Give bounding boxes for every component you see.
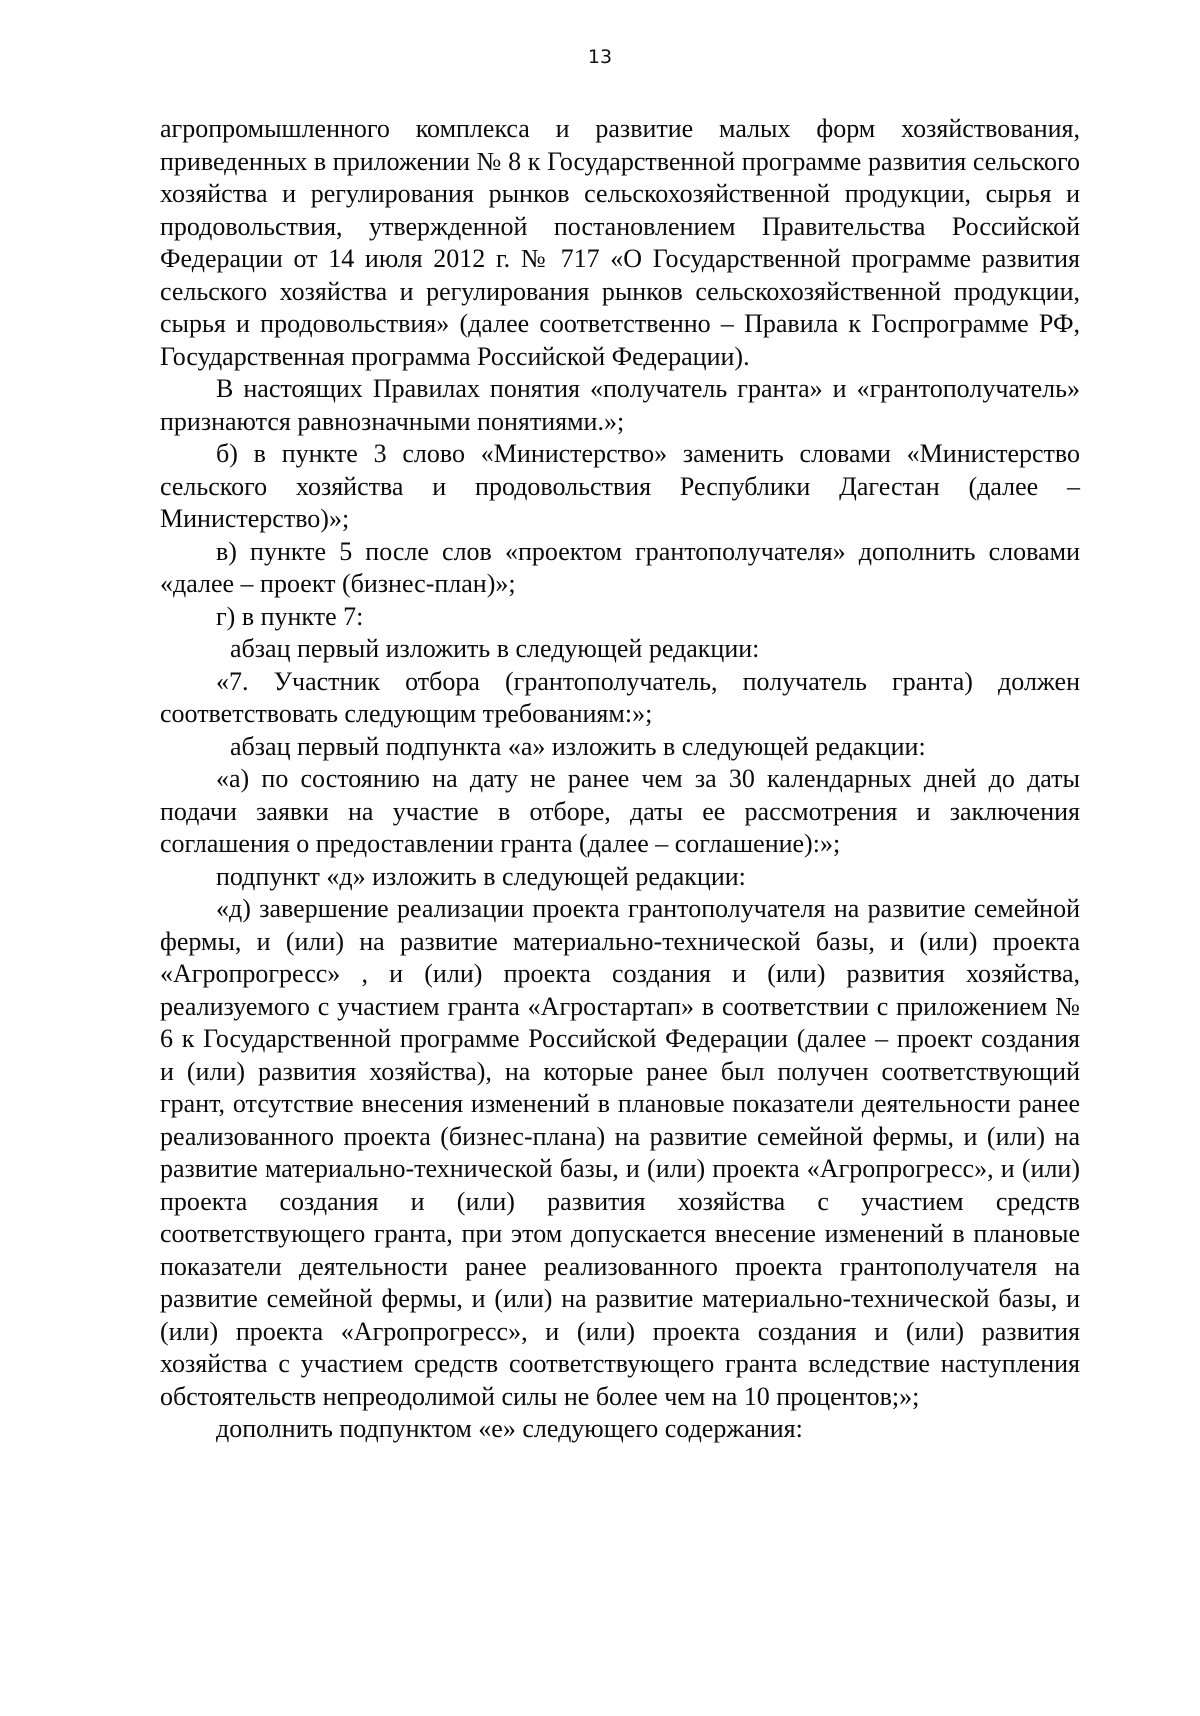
paragraph: «д) завершение реализации проекта грантополучателя на развитие семейной фермы, и (или) на развитие материально-технической базы, и (или) проекта «Агропрогресс» , и (или) проекта создания и (или) развития хозяйства, реализуемого с участием гранта «Агростартап» в соответствии с приложением № 6 к Государственной программе Российской Федерации (далее – проект создания и (или) развития хозяйства), на которые ранее был получен соответствующий грант, отсутствие внесения изменений в плановые показатели деятельности ранее реализованного проекта (бизнес-плана) на развитие семейной фермы, и (или) на развитие материально-технической базы, и (или) проекта «Агропрогресс», и (или) проекта создания и (или) развития хозяйства с участием средств соответствующего гранта, при этом допускается внесение изменений в плановые показатели деятельности ранее реализованного проекта грантополучателя на развитие семейной фермы, и (или) на развитие материально-технической базы, и (или) проекта «Агропрогресс», и (или) проекта создания и (или) развития хозяйства с участием средств соответствующего гранта вследствие наступления обстоятельств непреодолимой силы не более чем на 10 процентов;»; xyxy=(160,894,1080,1411)
paragraph: В настоящих Правилах понятия «получатель гранта» и «грантополучатель» признаются равнозначными понятиями.»; xyxy=(160,374,1080,436)
paragraph: в) пункте 5 после слов «проектом грантополучателя» дополнить словами «далее – проект (бизнес-план)»; xyxy=(160,536,1080,598)
paragraph: дополнить подпунктом «е» следующего содержания: xyxy=(216,1414,803,1443)
paragraph: агропромышленного комплекса и развитие малых форм хозяйствования, приведенных в приложении № 8 к Государственной программе развития сельского хозяйства и регулирования рынков сельскохозяйственной продукции, сырья и продовольствия, утвержденной постановлением Правительства Российской Федерации от 14 июля 2012 г. № 717 «О Государственной программе развития сельского хозяйства и регулирования рынков сельскохозяйственной продукции, сырья и продовольствия» (далее соответственно – Правила к Госпрограмме РФ, Государственная программа Российской Федерации). xyxy=(160,114,1080,371)
paragraph: «7. Участник отбора (грантополучатель, получатель гранта) должен соответствовать следующим требованиям:»; xyxy=(160,666,1080,728)
paragraph: «а) по состоянию на дату не ранее чем за 30 календарных дней до даты подачи заявки на участие в отборе, даты ее рассмотрения и заключения соглашения о предоставлении гранта (далее – соглашение):»; xyxy=(160,764,1080,858)
page-number: 13 xyxy=(587,46,613,68)
paragraph: абзац первый изложить в следующей редакции: xyxy=(230,634,760,663)
paragraph: подпункт «д» изложить в следующей редакции: xyxy=(216,861,746,891)
paragraph: б) в пункте 3 слово «Министерство» заменить словами «Министерство сельского хозяйства и продовольствия Республики Дагестан (далее – Министерство)»; xyxy=(160,439,1080,533)
document-body xyxy=(160,113,1080,1446)
paragraph: г) в пункте 7: xyxy=(216,601,364,631)
paragraph: абзац первый подпункта «а» изложить в следующей редакции: xyxy=(230,731,926,761)
